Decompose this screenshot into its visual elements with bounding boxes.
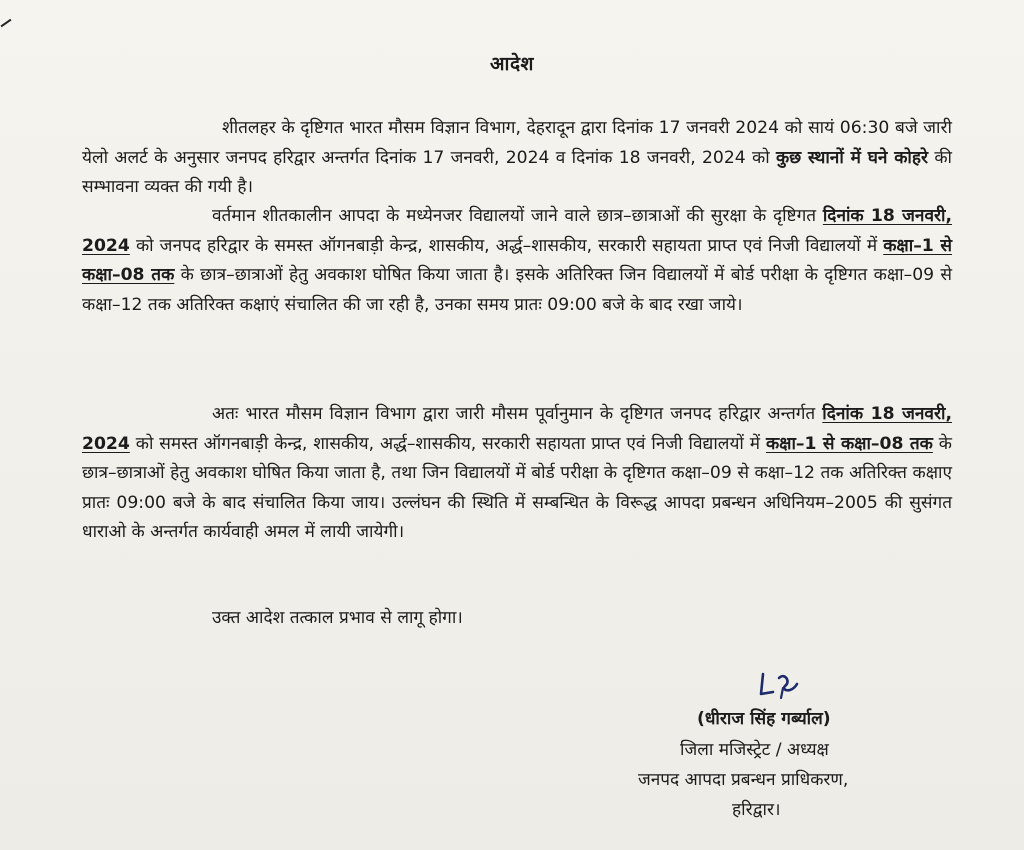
para2-date-underlined: दिनांक 18 जनवरी, 2024 [82,206,953,256]
signatory-name: (धीराज सिंह गर्ब्याल) [697,709,831,729]
handwritten-signature [755,670,815,700]
para1-text-a: शीतलहर के दृष्टिगत भारत मौसम विज्ञान विभाग, देहरादून द्वारा दिनांक 17 जनवरी 2024 को सायं 06:30 बजे जारी येलो अलर्ट के अनुसार जनपद हरिद्वार अन्तर्गत दिनांक 17 जनवरी, 2024 व दिनांक 18 जनवरी, 2024 को [82,118,952,168]
para3-date-underlined: दिनांक 18 जनवरी, 2024 [82,404,953,454]
order-title: आदेश [490,53,534,75]
paragraph-effective-immediately [82,604,952,634]
signatory-authority: जनपद आपदा प्रबन्धन प्राधिकरण, [638,770,849,790]
paragraph-order-directive [82,400,952,548]
signatory-designation: जिला मजिस्ट्रेट / अध्यक्ष [680,740,829,760]
para2-text-b: को जनपद हरिद्वार के समस्त ऑगनबाड़ी केन्द्र, शासकीय, अर्द्ध–शासकीय, सरकारी सहायता प्राप्त एवं निजी विद्यालयों में [129,235,884,256]
para1-fog-emphasis: कुछ स्थानों में घने कोहरे [775,147,929,168]
signatory-place: हरिद्वार। [732,800,781,820]
paragraph-holiday-notice [82,202,952,320]
paragraph-weather-alert [82,114,952,203]
para3-text-a: अतः भारत मौसम विज्ञान विभाग द्वारा जारी मौसम पूर्वानुमान के दृष्टिगत जनपद हरिद्वार अन्तर्गत [212,404,823,424]
para3-text-b: को समस्त ऑगनबाड़ी केन्द्र, शासकीय, अर्द्ध–शासकीय, सरकारी सहायता प्राप्त एवं निजी विद्यालयों में [129,433,766,454]
para2-text-c: के छात्र–छात्राओं हेतु अवकाश घोषित किया जाता है। इसके अतिरिक्त जिन विद्यालयों में बोर्ड परीक्षा के दृष्टिगत कक्षा–09 से कक्षा–12 तक अतिरिक्त कक्षाएं संचालित की जा रही है, उनका समय प्रातः 09:00 बजे के बाद रखा जाये। [82,265,953,315]
para2-class-range-underlined: कक्षा–1 से कक्षा–08 तक [82,235,952,285]
corner-mark [1,19,12,28]
para3-class-range-underlined: कक्षा–1 से कक्षा–08 तक [765,433,933,454]
para1-text-b: की सम्भावना व्यक्त की गयी है। [82,147,952,197]
para3-text-c: के छात्र–छात्राओं हेतु अवकाश घोषित किया जाता है, तथा जिन विद्यालयों में बोर्ड परीक्षा के दृष्टिगत कक्षा–09 से कक्षा–12 तक अतिरिक्त कक्षाए प्रातः 09:00 बजे के बाद संचालित किया जाय। उल्लंघन की स्थिति में सम्बन्धित के विरूद्ध आपदा प्रबन्धन अधिनियम–2005 की सुसंगत धाराओ के अन्तर्गत कार्यवाही अमल में लायी जायेगी। [82,433,952,542]
para4-text: उक्त आदेश तत्काल प्रभाव से लागू होगा। [212,608,463,628]
para2-text-a: वर्तमान शीतकालीन आपदा के मध्येनजर विद्यालयों जाने वाले छात्र–छात्राओं की सुरक्षा के दृष्टिगत [212,206,823,226]
